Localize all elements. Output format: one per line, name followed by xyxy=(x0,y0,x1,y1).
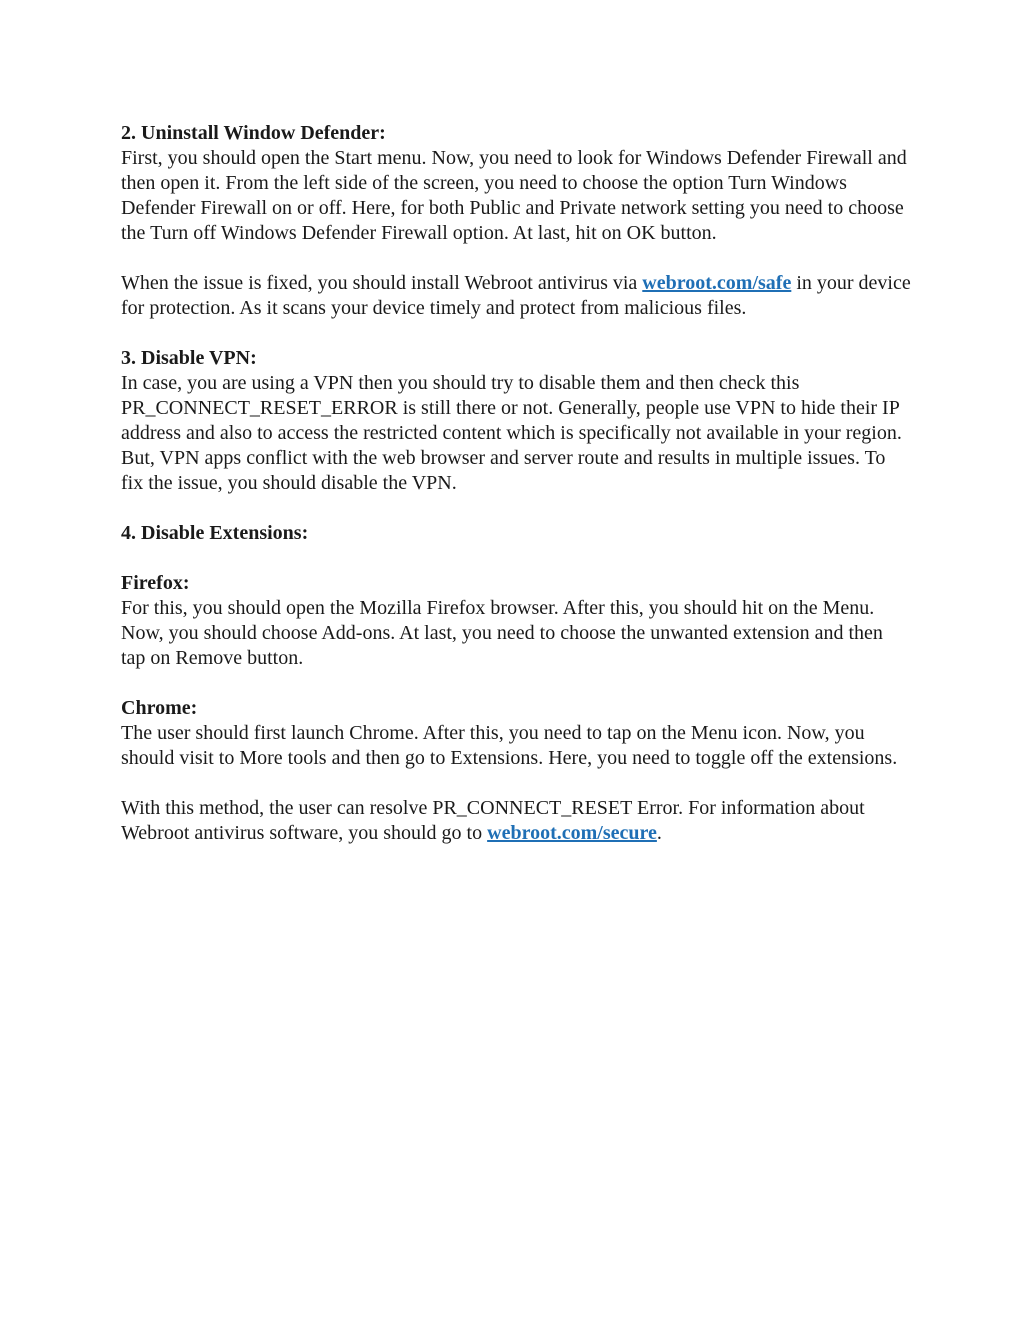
firefox-heading: Firefox: xyxy=(121,572,190,594)
closing-paragraph xyxy=(121,796,911,846)
disable-vpn-heading: 3. Disable VPN: xyxy=(121,347,257,369)
uninstall-defender-body: First, you should open the Start menu. Now, you need to look for Windows Defender Firewall and then open it. From the left side of the screen, you need to choose the option Turn Windows Defender Firewall on or off. Here, for both Public and Private network setting you need to choose the Turn off Windows Defender Firewall option. At last, hit on OK button. xyxy=(121,147,907,244)
chrome-body: The user should first launch Chrome. After this, you need to tap on the Menu icon. Now, you should visit to More tools and then go to Extensions. Here, you need to toggle off the extensions. xyxy=(121,722,898,769)
webroot-secure-link[interactable]: webroot.com/secure xyxy=(487,822,657,844)
closing-text-before: With this method, the user can resolve PR_CONNECT_RESET Error. For information about Webroot antivirus software, you should go to xyxy=(121,797,865,844)
firefox-section xyxy=(121,571,911,671)
install-note-text-before: When the issue is fixed, you should install Webroot antivirus via xyxy=(121,272,643,294)
install-webroot-paragraph xyxy=(121,271,911,321)
uninstall-defender-section xyxy=(121,121,911,246)
document-page xyxy=(121,121,911,871)
uninstall-defender-heading: 2. Uninstall Window Defender: xyxy=(121,122,386,144)
firefox-body: For this, you should open the Mozilla Firefox browser. After this, you should hit on the Menu. Now, you should choose Add-ons. At last, you need to choose the unwanted extension and then tap on Remove button. xyxy=(121,597,883,669)
install-note-text-after: in your device for protection. As it scans your device timely and protect from malicious files. xyxy=(121,272,911,319)
chrome-section xyxy=(121,696,911,771)
chrome-heading: Chrome: xyxy=(121,697,198,719)
disable-vpn-body: In case, you are using a VPN then you should try to disable them and then check this PR_CONNECT_RESET_ERROR is still there or not. Generally, people use VPN to hide their IP address and also to access the restricted content which is specifically not available in your region. But, VPN apps conflict with the web browser and server route and results in multiple issues. To fix the issue, you should disable the VPN. xyxy=(121,372,902,494)
disable-extensions-section xyxy=(121,521,911,546)
disable-vpn-section xyxy=(121,346,911,496)
webroot-safe-link[interactable]: webroot.com/safe xyxy=(642,272,792,294)
disable-extensions-heading: 4. Disable Extensions: xyxy=(121,522,309,544)
closing-text-after: . xyxy=(656,822,662,844)
